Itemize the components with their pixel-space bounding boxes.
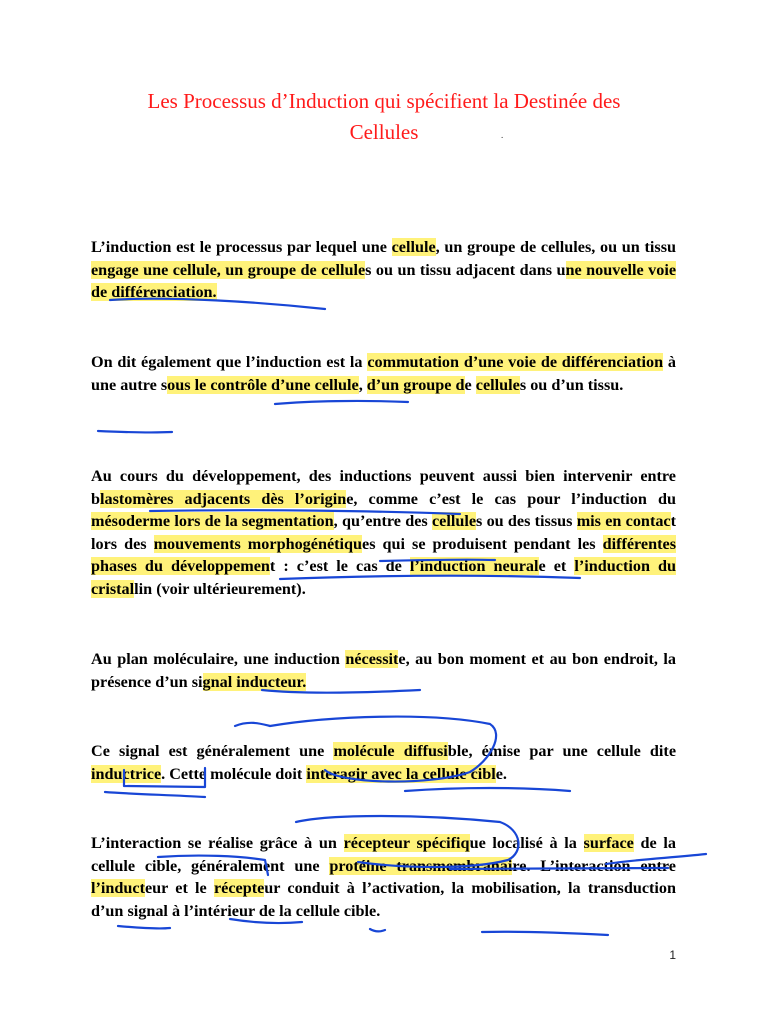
paragraph-5 [91, 740, 676, 785]
text-run: es qui se produisent pendant les [362, 534, 603, 553]
ink-underline [482, 932, 608, 935]
highlight: l’induction neural [409, 557, 539, 576]
ink-underline [275, 401, 408, 404]
text-run: eur et le [144, 879, 214, 898]
highlight: gnal inducteur. [202, 672, 307, 691]
text-run: t lors des [91, 512, 676, 553]
highlight: interagir avec la cellule cibl [306, 764, 496, 783]
highlight: lastomères adjacents dès l’origin [100, 489, 347, 508]
text-run: Au cours du développement, des inductions peuvent aussi bien intervenir entre b [91, 467, 676, 508]
title-line-2: Cellules [349, 120, 419, 144]
page-number: 1 [669, 948, 676, 962]
highlight: mis en contac [576, 512, 671, 531]
highlight: cellule [391, 238, 436, 256]
text-run: . Cette molécule doit [161, 764, 307, 783]
highlight: surface [583, 834, 634, 852]
highlight: inductrice [91, 764, 162, 783]
highlight: protéine transmembranai [329, 856, 513, 875]
highlight: cellule [475, 375, 520, 394]
text-run: e [464, 375, 476, 394]
text-run: re. L’interaction entre [512, 856, 676, 875]
text-run: e. [495, 764, 507, 783]
text-run: e et [538, 557, 575, 576]
text-run: ble, émise par une cellule dite [447, 742, 677, 760]
text-run: ue localisé à la [469, 834, 584, 852]
text-run: à une autre s [91, 353, 677, 394]
document-title [60, 86, 708, 148]
paragraph-3 [91, 465, 676, 601]
text-run: , qu’entre des [333, 512, 432, 531]
text-run: de la cellule cible, généralement une [91, 834, 677, 875]
highlight: récepteur spécifiq [343, 834, 470, 852]
text-run: L’induction est le processus par lequel une [91, 238, 392, 256]
highlight: d’un groupe d [366, 375, 465, 394]
ink-underline [118, 926, 170, 928]
highlight: nécessit [345, 650, 399, 668]
text-run: t : c’est le cas de [269, 557, 410, 576]
ink-underline [105, 792, 205, 797]
highlight: ous le contrôle d’une cellule [167, 375, 359, 394]
text-run: s ou un tissu adjacent dans u [365, 260, 566, 279]
text-run: Au plan moléculaire, une induction [91, 650, 346, 668]
highlight: ne nouvelle voie de différenciation. [91, 260, 677, 302]
highlight: l’induction du cristal [91, 557, 677, 598]
ink-underline [370, 929, 385, 931]
highlight: engage une cellule, un groupe de cellule [91, 260, 366, 279]
highlight: l’induct [91, 879, 145, 898]
text-run: L’interaction se réalise grâce à un [91, 834, 344, 852]
text-run: , [358, 375, 367, 394]
text-run: , un groupe de cellules, ou un tissu [435, 238, 676, 256]
highlight: différentes phases du développemen [91, 534, 676, 576]
highlight: mésoderme lors de la segmentation [91, 512, 334, 531]
text-run: s ou d’un tissu. [519, 375, 624, 394]
paragraph-1 [91, 236, 676, 304]
text-run: e, comme c’est le cas pour l’induction du [346, 489, 677, 508]
text-run: ur conduit à l’activation, la mobilisation, la transduction d’un signal à l’intérieur de la cellule cible. [91, 879, 676, 920]
title-line-1: Les Processus d’Induction qui spécifient la Destinée des [147, 89, 621, 113]
text-run: Ce signal est généralement une [91, 742, 334, 760]
ink-underline [98, 431, 172, 432]
text-run: lin (voir ultérieurement). [134, 579, 306, 598]
text-run: On dit également que l’induction est la [91, 353, 368, 371]
text-run: e, au bon moment et au bon endroit, la présence d’un si [91, 650, 676, 691]
paragraph-2 [91, 351, 676, 396]
ink-underline [405, 788, 570, 791]
paragraph-6 [91, 832, 676, 922]
highlight: cellule [431, 512, 477, 531]
stray-dot: . [501, 130, 504, 140]
paragraph-4 [91, 648, 676, 693]
highlight: molécule diffusi [333, 742, 448, 760]
highlight: mouvements morphogénétiqu [153, 534, 363, 553]
highlight: commutation d’une voie de différenciation [367, 353, 664, 371]
text-run: s ou des tissus [476, 512, 577, 531]
highlight: récepte [213, 879, 265, 898]
